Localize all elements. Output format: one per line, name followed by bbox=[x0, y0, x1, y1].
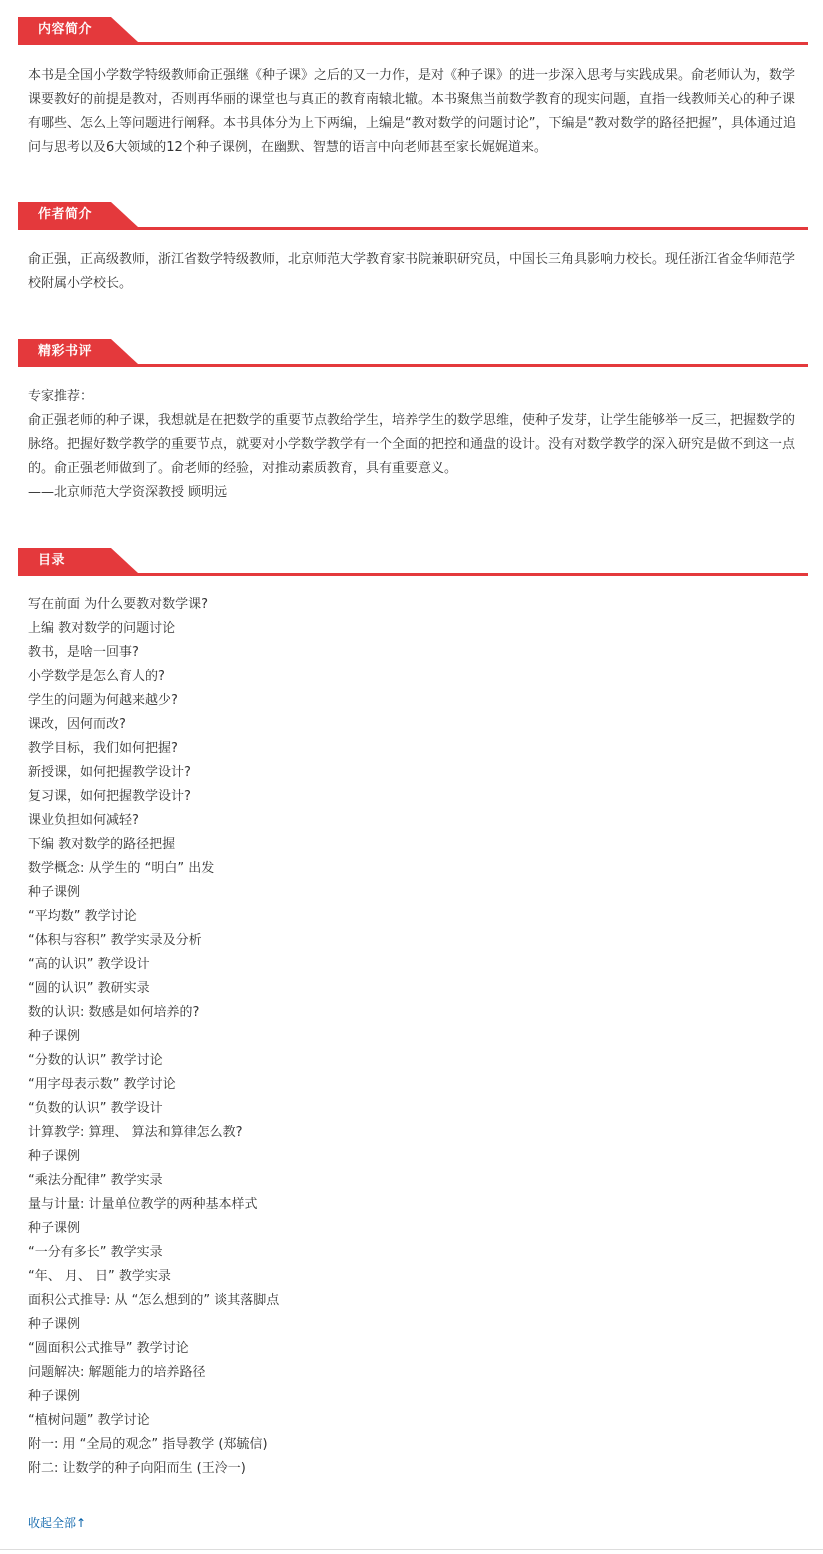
toc-item: 学生的问题为何越来越少? bbox=[28, 693, 178, 708]
section-title-author: 作者简介 bbox=[38, 207, 93, 222]
toc-item: 数的认识: 数感是如何培养的? bbox=[28, 1005, 200, 1020]
toc-item: 问题解决: 解题能力的培养路径 bbox=[28, 1365, 206, 1380]
toc-item: 附二: 让数学的种子向阳而生 (王泠一) bbox=[28, 1461, 246, 1476]
reviews-label: 专家推荐： bbox=[28, 389, 94, 404]
toc-item: 课业负担如何减轻? bbox=[28, 813, 139, 828]
bottom-divider bbox=[0, 1549, 823, 1550]
section-body-intro bbox=[18, 45, 808, 160]
author-text: 俞正强，正高级教师，浙江省数学特级教师，北京师范大学教育家书院兼职研究员，中国长三角具影响力校长。现任浙江省金华师范学校附属小学校长。 bbox=[28, 252, 796, 291]
toc-item: “圆面积公式推导” 教学讨论 bbox=[28, 1341, 189, 1356]
section-divider bbox=[18, 573, 808, 576]
toc-list bbox=[28, 593, 798, 1481]
toc-item: “平均数” 教学讨论 bbox=[28, 909, 137, 924]
toc-item: “一分有多长” 教学实录 bbox=[28, 1245, 163, 1260]
section-header-author bbox=[18, 202, 808, 230]
section-body-author bbox=[18, 230, 808, 296]
toc-item: “高的认识” 教学设计 bbox=[28, 957, 150, 972]
reviews-text: 俞正强老师的种子课，我想就是在把数学的重要节点教给学生，培养学生的数学思维，使种子发芽，让学生能够举一反三，把握数学的脉络。把握好数学教学的重要节点，就要对小学数学教学有一个全面的把控和通盘的设计。没有对数学教学的深入研究是做不到这一点的。俞正强老师做到了。俞老师的经验，对推动素质教育，具有重要意义。 bbox=[28, 413, 796, 476]
collapse-all-link[interactable]: 收起全部↑ bbox=[28, 1516, 87, 1530]
toc-item: 写在前面 为什么要教对数学课? bbox=[28, 597, 209, 612]
toc-item: “体积与容积” 教学实录及分析 bbox=[28, 933, 202, 948]
toc-item: 面积公式推导: 从 “怎么想到的” 谈其落脚点 bbox=[28, 1293, 280, 1308]
toc-item: 种子课例 bbox=[28, 1221, 81, 1236]
intro-text: 本书是全国小学数学特级教师俞正强继《种子课》之后的又一力作，是对《种子课》的进一步深入思考与实践成果。俞老师认为，数学课要教好的前提是教对，否则再华丽的课堂也与真正的教育南辕北辙。本书聚焦当前数学教育的现实问题，直指一线教师关心的种子课有哪些、怎么上等问题进行阐释。本书具体分为上下两编，上编是“教对数学的问题讨论”，下编是“教对数学的路径把握”，具体通过追问与思考以及6大领域的12个种子课例，在幽默、智慧的语言中向老师甚至家长娓娓道来。 bbox=[28, 68, 796, 155]
section-title-reviews: 精彩书评 bbox=[38, 344, 93, 359]
toc-item: 新授课，如何把握教学设计? bbox=[28, 765, 191, 780]
toc-item: 下编 教对数学的路径把握 bbox=[28, 837, 176, 852]
toc-item: 小学数学是怎么育人的? bbox=[28, 669, 165, 684]
section-divider bbox=[18, 364, 808, 367]
toc-item: 计算教学: 算理、 算法和算律怎么教? bbox=[28, 1125, 243, 1140]
toc-item: 种子课例 bbox=[28, 1149, 81, 1164]
toc-item: 种子课例 bbox=[28, 1317, 81, 1332]
section-divider bbox=[18, 42, 808, 45]
toc-item: 种子课例 bbox=[28, 885, 81, 900]
reviews-attribution: ——北京师范大学资深教授 顾明远 bbox=[28, 485, 228, 500]
toc-item: 附一: 用 “全局的观念” 指导教学 (郑毓信) bbox=[28, 1437, 268, 1452]
toc-item: 课改，因何而改? bbox=[28, 717, 126, 732]
section-header-intro bbox=[18, 17, 808, 45]
section-title-toc: 目录 bbox=[38, 553, 66, 568]
section-reviews bbox=[18, 339, 808, 505]
section-title-intro: 内容简介 bbox=[38, 22, 93, 37]
toc-item: “乘法分配律” 教学实录 bbox=[28, 1173, 163, 1188]
toc-item: “年、 月、 日” 教学实录 bbox=[28, 1269, 171, 1284]
toc-item: 教学目标，我们如何把握? bbox=[28, 741, 178, 756]
toc-item: “圆的认识” 教研实录 bbox=[28, 981, 150, 996]
toc-item: 上编 教对数学的问题讨论 bbox=[28, 621, 176, 636]
toc-item: “分数的认识” 教学讨论 bbox=[28, 1053, 163, 1068]
toc-item: 种子课例 bbox=[28, 1029, 81, 1044]
section-divider bbox=[18, 227, 808, 230]
toc-item: 种子课例 bbox=[28, 1389, 81, 1404]
toc-item: 数学概念: 从学生的 “明白” 出发 bbox=[28, 861, 215, 876]
toc-item: 教书，是啥一回事? bbox=[28, 645, 139, 660]
section-tab-shape bbox=[18, 548, 138, 573]
section-body-reviews bbox=[18, 367, 808, 505]
toc-item: “用字母表示数” 教学讨论 bbox=[28, 1077, 176, 1092]
section-intro bbox=[18, 17, 808, 160]
section-body-toc bbox=[18, 576, 808, 1481]
section-author bbox=[18, 202, 808, 296]
toc-item: 量与计量: 计量单位教学的两种基本样式 bbox=[28, 1197, 258, 1212]
toc-item: “负数的认识” 教学设计 bbox=[28, 1101, 163, 1116]
toc-item: 复习课，如何把握教学设计? bbox=[28, 789, 191, 804]
section-toc bbox=[18, 548, 808, 1481]
section-header-toc bbox=[18, 548, 808, 576]
section-header-reviews bbox=[18, 339, 808, 367]
toc-item: “植树问题” 教学讨论 bbox=[28, 1413, 150, 1428]
